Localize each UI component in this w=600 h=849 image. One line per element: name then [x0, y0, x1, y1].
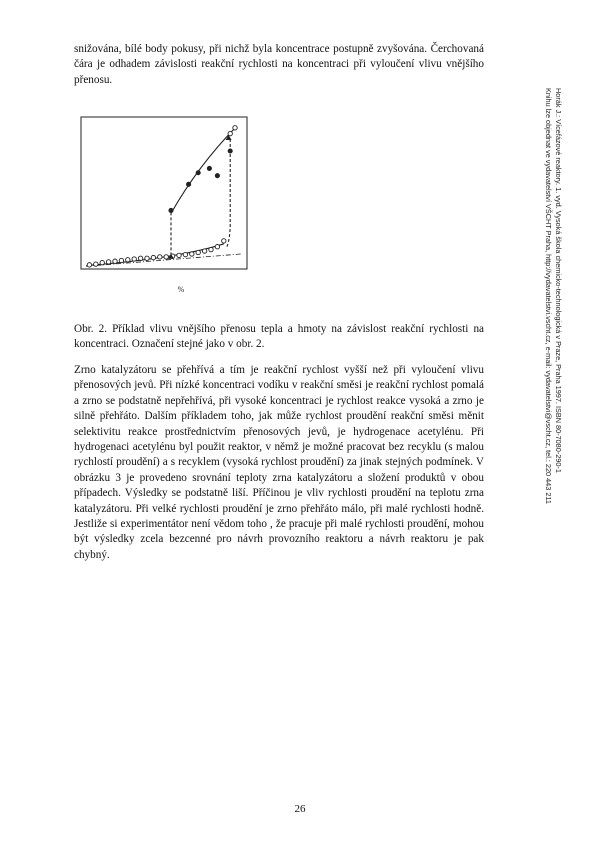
- data-point-open: [196, 250, 200, 254]
- figure-frame: [81, 117, 247, 269]
- data-point-open: [145, 256, 149, 260]
- data-point-open: [100, 260, 104, 264]
- extinction-dashed-line: [227, 139, 230, 246]
- data-point-open: [209, 247, 213, 251]
- side-citation: [543, 88, 563, 528]
- data-point-filled: [207, 166, 211, 170]
- figure-chart: [80, 116, 248, 302]
- data-point-open: [151, 255, 155, 259]
- data-point-filled: [215, 174, 219, 178]
- data-point-open: [94, 262, 98, 266]
- data-point-open: [119, 258, 123, 262]
- data-point-open: [158, 255, 162, 259]
- data-point-open: [222, 239, 226, 243]
- data-point-open: [190, 252, 194, 256]
- data-point-open: [233, 126, 237, 130]
- figure-marks: [87, 126, 237, 267]
- data-point-open: [215, 245, 219, 249]
- data-point-open: [138, 256, 142, 260]
- data-point-open: [126, 258, 130, 262]
- data-point-open: [87, 263, 91, 267]
- paragraph-body: Zrno katalyzátoru se přehřívá a tím je reakční rychlost vyšší než při vyloučení vlivu přenosových jevů. Při nízké koncentraci vodíku v reakční směsi je reakční rychlost pomalá a zrno se podstatně nepřehřívá, při vysoké koncentraci je rychlost reakce vysoká a zrno je silně přehřáto. Dalším příkladem toho, jak může rychlost proudění reakční směsi měnit selektivitu reakce prostřednictvím přenosových jevů, je hydrogenace acetylénu. Při hydrogenaci acetylénu byl použit reaktor, v němž je možné pracovat bez recyklu (s malou rychlostí proudění) a s recyklem (vysoká rychlost proudění) za jinak stejných podmínek. V obrázku 3 je provedeno srovnání teploty zrna katalyzátoru a složení produktů v obou případech. Výsledky se podstatně liší. Příčinou je vliv rychlosti proudění na teplotu zrna katalyzátoru. Při velké rychlosti proudění je zrno přehřáto málo, při malé rychlosti hodně. Jestliže si experimentátor není vědom toho , že pracuje při malé rychlosti proudění, mohou být výsledky zcela bezcenné pro návrh provozního reaktoru a návrh reaktoru je pak chybný.: [74, 364, 484, 561]
- data-point-open: [113, 259, 117, 263]
- side-citation-line-1: Horák J.: Vícefázové reaktory. 1. vyd. Vysoká škola chemicko-technologická v Praze, Praha 1997. ISBN 80-7080-290-1: [554, 88, 563, 473]
- data-point-filled: [187, 182, 191, 186]
- side-citation-line-2: Knihu lze objednat ve vydavatelství VŠCHT Praha, http://vydavatelstvi.vscht.cz, e-mail: vydavatelstvi@vscht.cz, tel.: 220 443 211: [544, 88, 553, 504]
- data-point-open: [202, 249, 206, 253]
- x-axis-label: %: [177, 285, 185, 294]
- data-point-filled: [228, 149, 232, 153]
- data-point-open: [183, 252, 187, 256]
- data-point-open: [164, 255, 168, 259]
- data-point-open: [106, 260, 110, 264]
- data-point-open: [132, 257, 136, 261]
- paragraph-top: snižována, bílé body pokusy, při nichž byla koncentrace postupně zvyšována. Čerchovaná čára je odhadem závislosti reakční rychlosti na koncentraci při vyloučení vlivu vnějšího přenosu.: [74, 43, 484, 86]
- data-point-filled: [169, 208, 173, 212]
- data-point-filled: [196, 171, 200, 175]
- page-number: 26: [294, 803, 306, 815]
- data-point-open: [177, 253, 181, 257]
- figure-caption: Obr. 2. Příklad vlivu vnějšího přenosu tepla a hmoty na závislost reakční rychlosti na koncentraci. Označení stejné jako v obr. 2.: [74, 323, 484, 351]
